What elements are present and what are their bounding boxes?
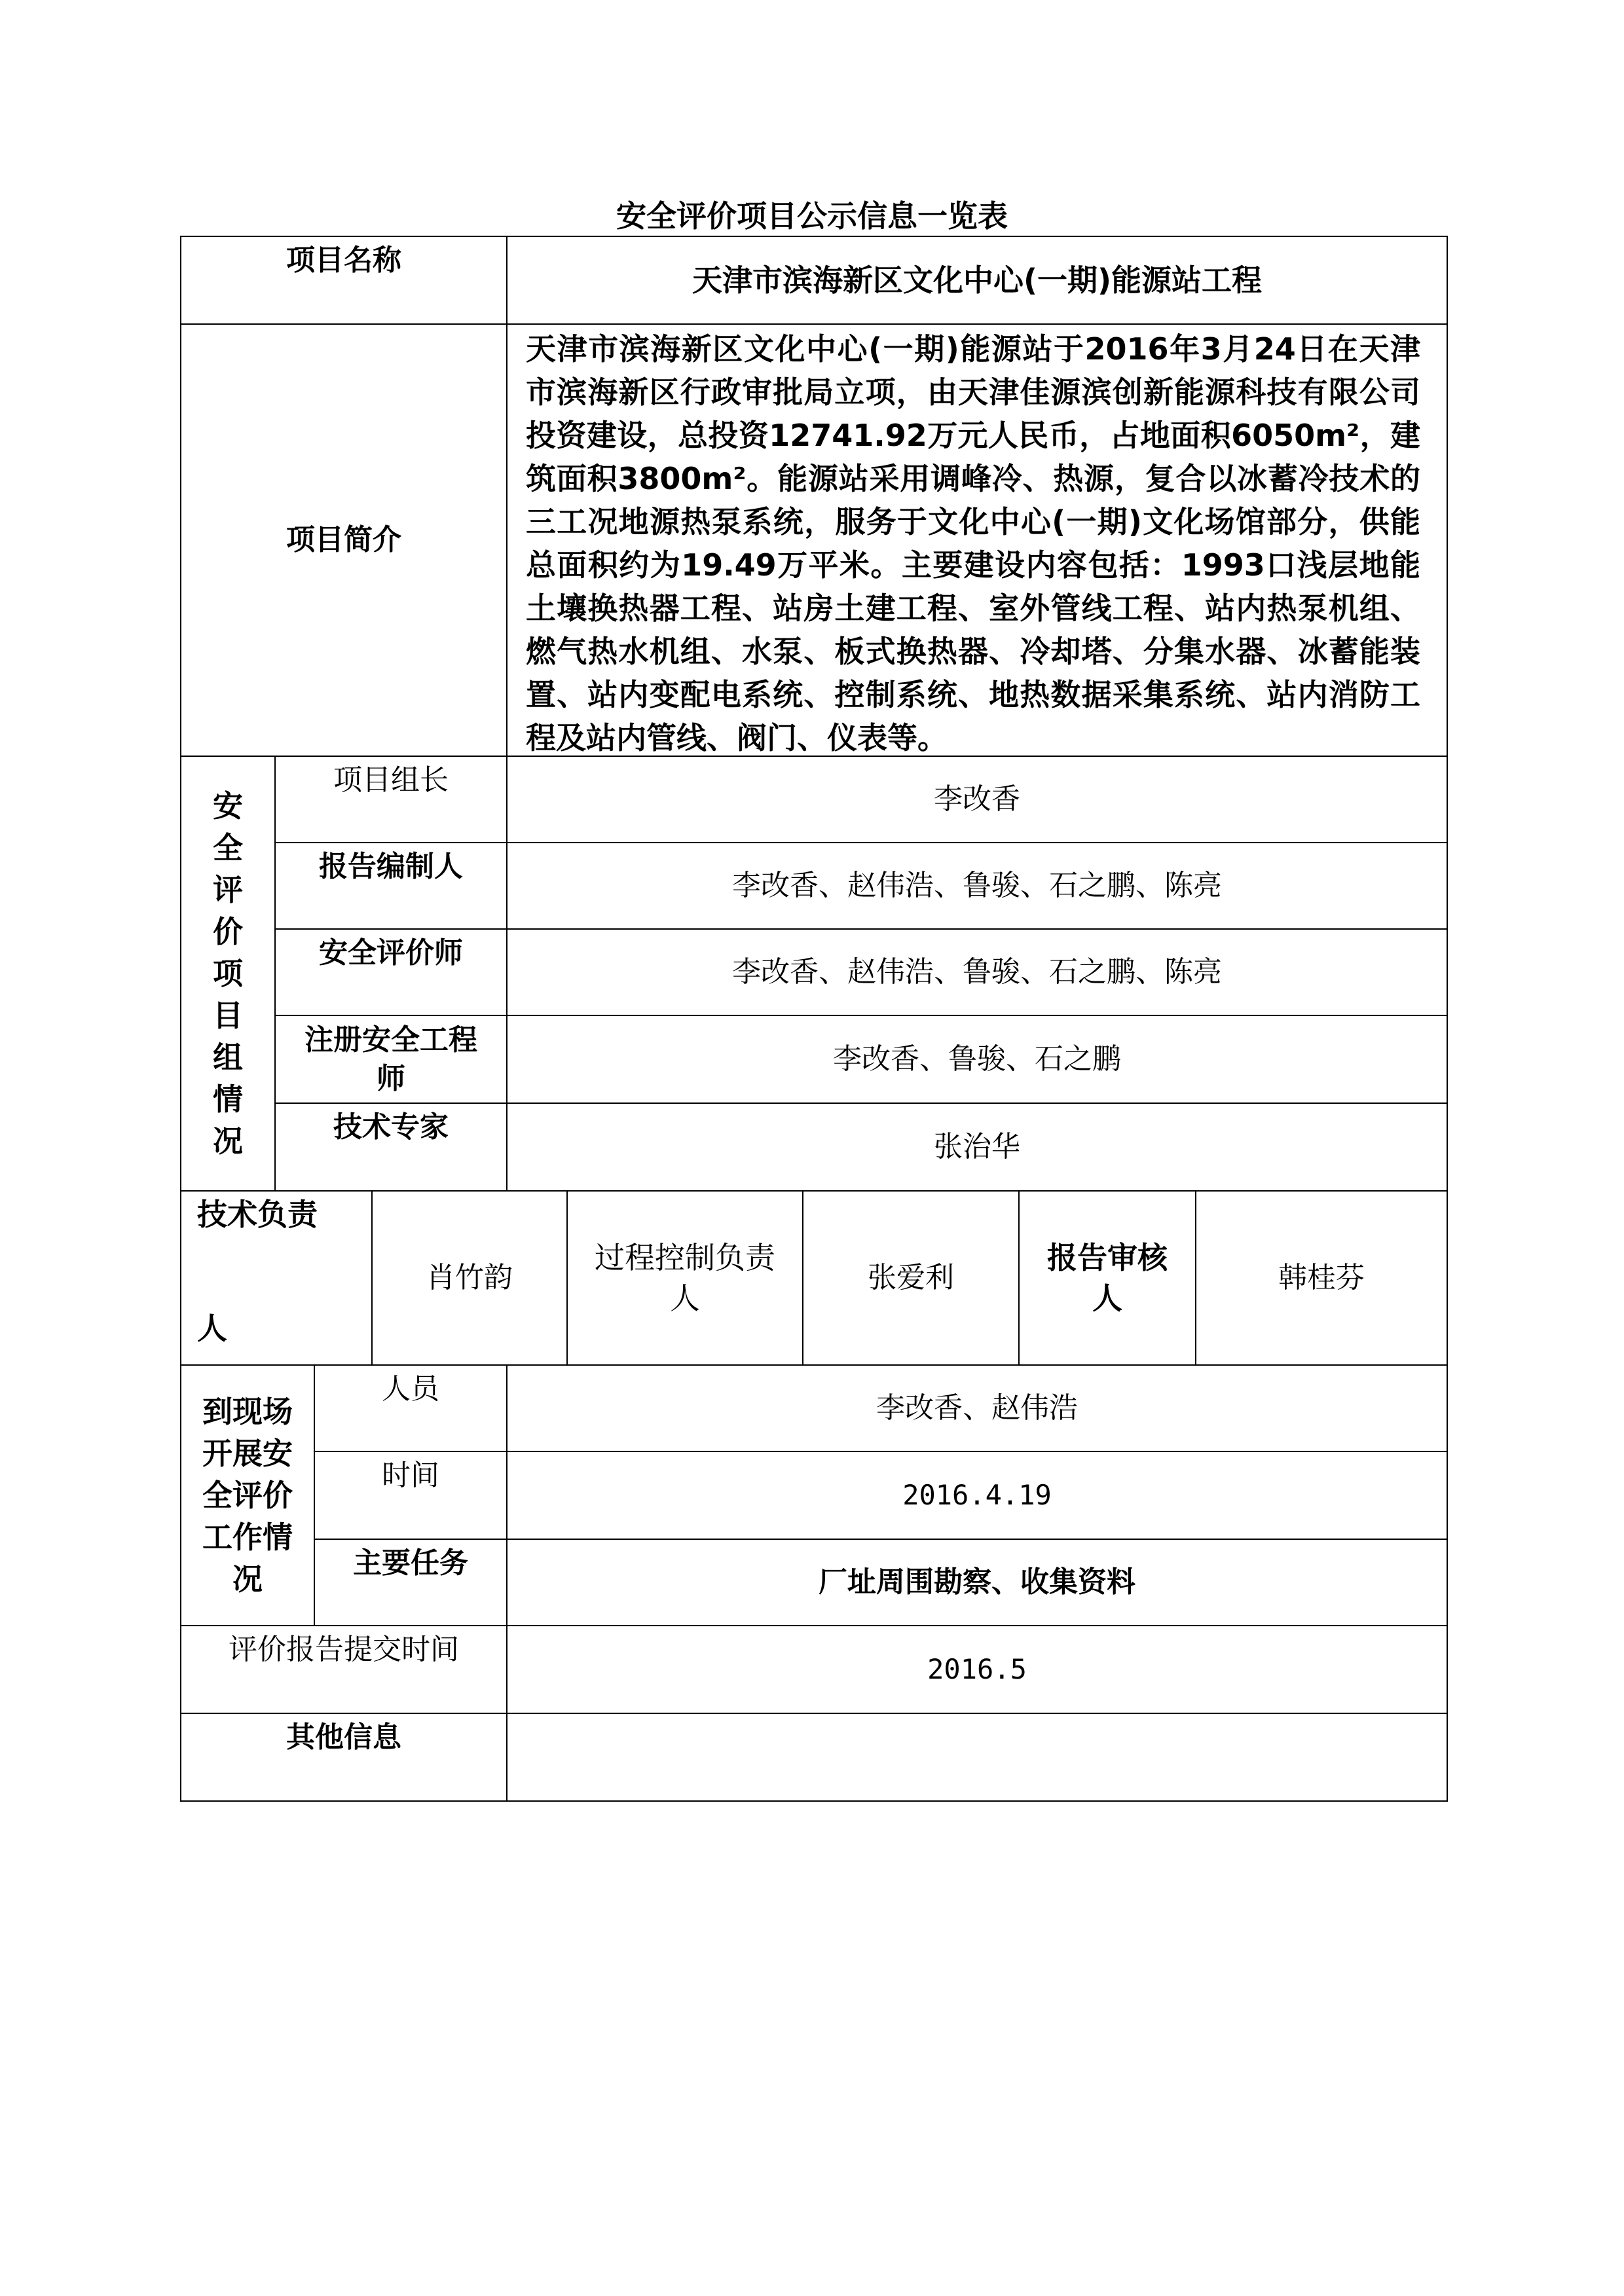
team-group-char: 安 <box>213 788 243 824</box>
team-row-leader-value <box>506 756 1448 843</box>
project-name-label <box>180 236 507 325</box>
team-engineer-value-text: 李改香、鲁骏、石之鹏 <box>833 1042 1121 1076</box>
team-group-char: 评 <box>213 872 243 907</box>
team-row-expert-label <box>274 1102 507 1192</box>
team-row-writer-label <box>274 842 507 930</box>
review-responsible-label-line2: 人 <box>1092 1281 1122 1316</box>
submit-time-label-text: 评价报告提交时间 <box>229 1633 459 1666</box>
review-responsible-label <box>1018 1190 1196 1366</box>
team-group-char: 组 <box>213 1040 243 1075</box>
project-intro-text <box>506 323 1448 757</box>
team-group-char: 情 <box>213 1082 243 1117</box>
site-row-staff-label <box>314 1364 507 1452</box>
team-group-char: 况 <box>213 1123 243 1159</box>
site-time-label-text: 时间 <box>382 1459 439 1492</box>
submit-time-label <box>180 1625 507 1714</box>
site-row-time-label <box>314 1451 507 1540</box>
site-row-staff-value <box>506 1364 1448 1452</box>
submit-time-value-text: 2016.5 <box>927 1652 1027 1685</box>
process-responsible-label-line2: 人 <box>670 1281 700 1316</box>
process-responsible-value <box>802 1190 1020 1366</box>
site-group-line: 全评价 <box>202 1478 293 1513</box>
review-responsible-label-line1: 报告审核 <box>1047 1239 1168 1275</box>
site-group-text <box>196 1391 299 1600</box>
site-group-line: 到现场 <box>202 1394 293 1429</box>
team-row-expert-value <box>506 1102 1448 1192</box>
team-group-char: 目 <box>213 998 243 1033</box>
project-intro-paragraph: 天津市滨海新区文化中心(一期)能源站于2016年3月24日在天津市滨海新区行政审批局立项，由天津佳源滨创新能源科技有限公司投资建设，总投资12741.92万元人民币，占地面积6050m²，建筑面积3800m²。能源站采用调峰冷、热源，复合以冰蓄冷技术的三工况地源热泵系统，服务于文化中心(一期)文化场馆部分，供能总面积约为19.49万平米。主要建设内容包括：1993口浅层地能土壤换热器工程、站房土建工程、室外管线工程、站内热泵机组、燃气热水机组、水泵、板式换热器、冷却塔、分集水器、冰蓄能装置、站内变配电系统、控制系统、地热数据采集系统、站内消防工程及站内管线、阀门、仪表等。 <box>526 331 1420 756</box>
team-writer-label-text: 报告编制人 <box>319 850 463 883</box>
team-row-leader-label <box>274 756 507 843</box>
tech-responsible-value <box>371 1190 568 1366</box>
site-staff-label-text: 人员 <box>382 1372 439 1406</box>
tech-responsible-label-line1: 技术负责 <box>197 1197 318 1232</box>
review-responsible-value-text: 韩桂芬 <box>1278 1261 1365 1295</box>
team-row-writer-value <box>506 842 1448 930</box>
project-intro-label <box>180 323 507 757</box>
submit-time-value <box>506 1625 1448 1714</box>
team-group-char: 项 <box>213 956 243 991</box>
team-leader-value-text: 李改香 <box>934 782 1020 816</box>
project-intro-label-text: 项目简介 <box>286 523 401 557</box>
site-row-task-value <box>506 1539 1448 1626</box>
site-group-line: 开展安 <box>202 1436 293 1471</box>
team-group-char: 全 <box>213 830 243 866</box>
site-task-label-text: 主要任务 <box>353 1546 468 1580</box>
process-responsible-label-line1: 过程控制负责 <box>595 1239 775 1275</box>
project-name-value <box>506 236 1448 325</box>
page-title: 安全评价项目公示信息一览表 <box>616 198 1008 234</box>
site-row-task-label <box>314 1539 507 1626</box>
process-responsible-label <box>566 1190 803 1366</box>
team-group-vertical-text <box>213 785 243 1162</box>
team-expert-value-text: 张治华 <box>934 1130 1020 1164</box>
project-name-label-text: 项目名称 <box>286 244 401 277</box>
team-row-assessor-label <box>274 928 507 1016</box>
review-responsible-value <box>1195 1190 1448 1366</box>
site-group-label <box>180 1364 315 1626</box>
team-row-assessor-value <box>506 928 1448 1016</box>
team-assessor-label-text: 安全评价师 <box>319 936 463 970</box>
tech-responsible-label-line2: 人 <box>197 1310 227 1346</box>
site-group-line: 工作情 <box>202 1520 293 1555</box>
site-staff-value-text: 李改香、赵伟浩 <box>876 1391 1078 1425</box>
team-group-label <box>180 756 276 1192</box>
other-info-label-text: 其他信息 <box>286 1721 401 1754</box>
site-task-value-text: 厂址周围勘察、收集资料 <box>819 1565 1135 1599</box>
team-assessor-value-text: 李改香、赵伟浩、鲁骏、石之鹏、陈亮 <box>732 955 1222 989</box>
team-group-char: 价 <box>213 914 243 949</box>
team-row-engineer-value <box>506 1015 1448 1104</box>
other-info-label <box>180 1713 507 1802</box>
team-row-engineer-label <box>274 1015 507 1104</box>
team-leader-label-text: 项目组长 <box>333 763 449 797</box>
site-group-line: 况 <box>232 1561 263 1597</box>
site-row-time-value <box>506 1451 1448 1540</box>
team-engineer-label-text: 注册安全工程师 <box>304 1023 477 1095</box>
site-time-value-text: 2016.4.19 <box>902 1478 1052 1511</box>
tech-responsible-value-text: 肖竹韵 <box>426 1261 513 1295</box>
process-responsible-value-text: 张爱利 <box>868 1261 954 1295</box>
tech-responsible-label <box>180 1190 373 1366</box>
other-info-value <box>506 1713 1448 1802</box>
team-writer-value-text: 李改香、赵伟浩、鲁骏、石之鹏、陈亮 <box>732 869 1222 903</box>
team-expert-label-text: 技术专家 <box>333 1110 449 1144</box>
project-name-value-text: 天津市滨海新区文化中心(一期)能源站工程 <box>692 262 1263 298</box>
